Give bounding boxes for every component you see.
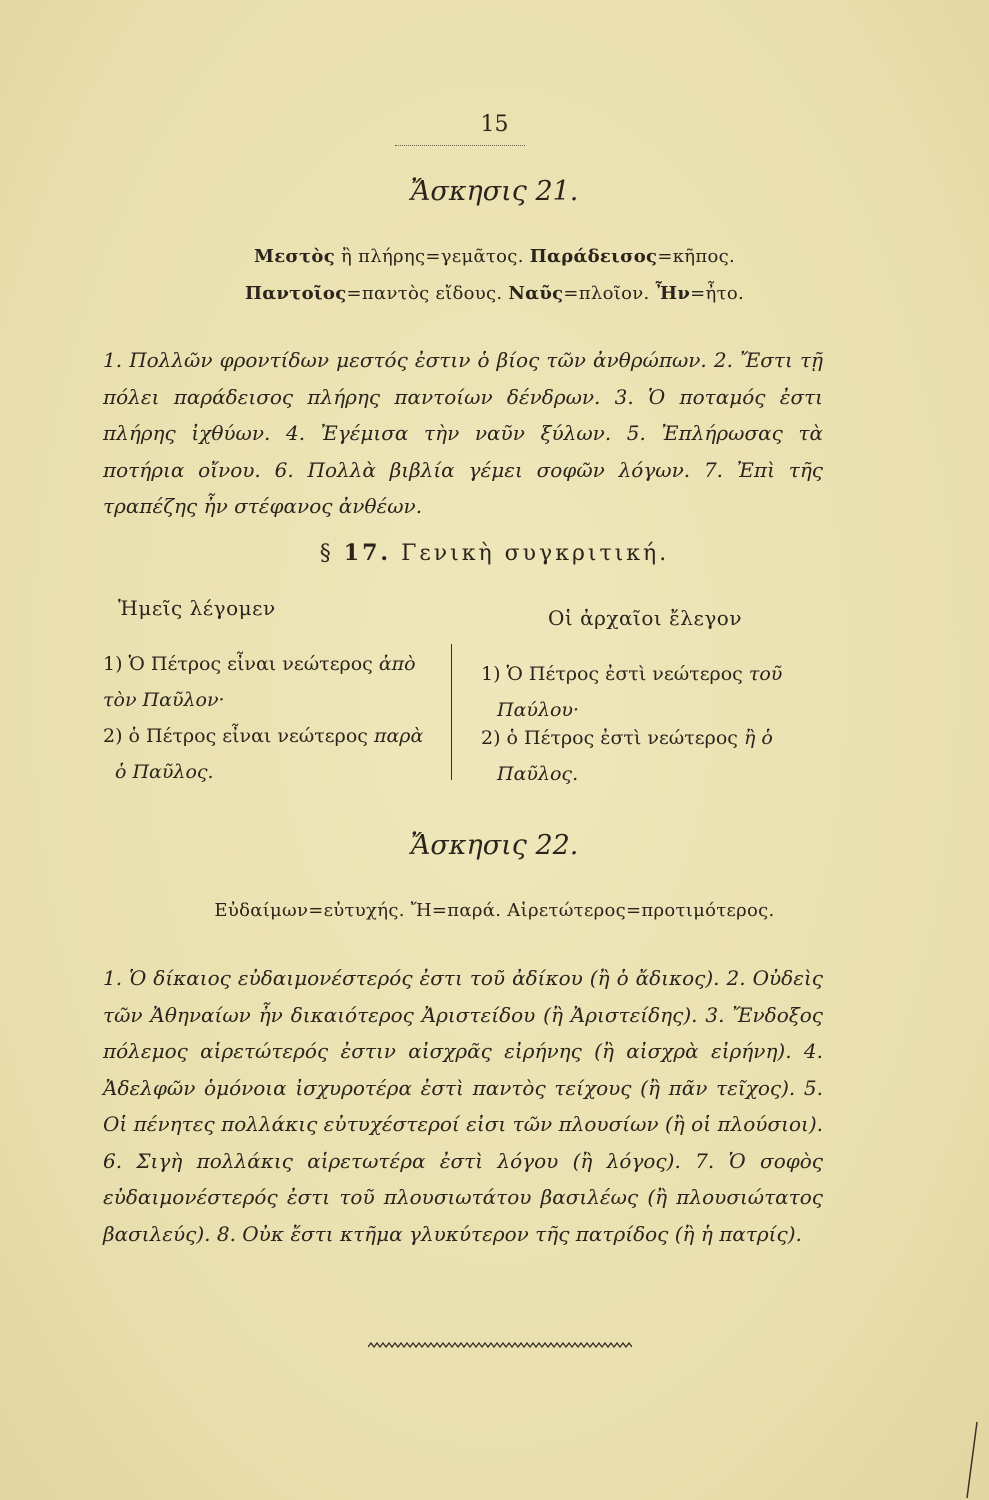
example-text: ὁ Πέτρος εἶναι νεώτερος <box>122 725 374 747</box>
page-number: 15 <box>480 112 509 137</box>
section-symbol: § <box>319 541 334 566</box>
vocab-definition: =προτιμότερος. <box>625 900 775 921</box>
vocab-term: Μεστὸς <box>253 246 335 267</box>
example-keyword: τοῦ <box>748 663 783 685</box>
exercise-22-vocab-line <box>0 900 989 921</box>
vocab-definition: =κῆπος. <box>657 246 736 267</box>
example-text: Ὁ Πέτρος εἶναι νεώτερος <box>122 653 379 675</box>
vocab-definition: =ἦτο. <box>690 283 745 304</box>
vocab-term: Εὐδαίμων <box>214 900 309 921</box>
vocab-definition: ἢ πλήρης=γεμᾶτος. <box>335 246 530 267</box>
vocab-definition: =εὐτυχής. <box>308 900 411 921</box>
exercise-21-title: Ἄσκησις 21. <box>410 176 579 207</box>
section-title: Γενικὴ συγκριτική. <box>401 541 670 566</box>
vocab-term: Παντοῖος <box>244 283 347 304</box>
example-keyword: ἀπὸ <box>378 653 416 675</box>
vocab-term: Ναῦς <box>508 283 564 304</box>
exercise-22-sentences: 1. Ὁ δίκαιος εὐδαιμονέστερός ἐστι τοῦ ἀδίκου (ἢ ὁ ἄδικος). 2. Οὐδεὶς τῶν Ἀθηναίων ἦν δικαιότερος Ἀριστείδου (ἢ Ἀριστείδης). 3. Ἔνδοξος πόλεμος αἱρετώτερός ἐστιν αἰσχρᾶς εἰρήνης (ἢ αἰσχρὰ εἰρήνη). 4. Ἀδελφῶν ὁμόνοια ἰσχυροτέρα ἐστὶ παντὸς τείχους (ἢ πᾶν τεῖχος). 5. Οἱ πένητες πολλάκις εὐτυχέστεροί εἰσι τῶν πλουσίων (ἢ οἱ πλούσιοι). 6. Σιγὴ πολλάκις αἱρετωτέρα ἐστὶ λόγου (ἢ λόγος). 7. Ὁ σοφὸς εὐδαιμονέστερός ἐστι τοῦ πλουσιωτάτου βασιλέως (ἢ πλουσιώτατος βασιλεύς). 8. Οὐκ ἔστι κτῆμα γλυκύτερον τῆς πατρίδος (ἢ ἡ πατρίς). <box>103 966 823 1246</box>
vocab-term: Παράδεισος <box>529 246 658 267</box>
example-continuation: Παῦλος. <box>497 763 579 785</box>
example-number: 1) <box>103 653 123 675</box>
example-number: 2) <box>103 725 123 747</box>
example-text: ὁ Πέτρος ἐστὶ νεώτερος <box>500 727 744 749</box>
vocab-term: Ἦν <box>655 283 691 304</box>
vocab-definition: =πλοῖον. <box>563 283 656 304</box>
vocab-term: Αἱρετώτερος <box>507 900 626 921</box>
vocab-term: Ἤ <box>410 900 432 921</box>
left-example-1 <box>103 646 453 718</box>
end-ornament-wavy-rule <box>368 1340 632 1354</box>
right-example-2 <box>481 720 831 792</box>
exercise-21-sentences: 1. Πολλῶν φροντίδων μεστός ἐστιν ὁ βίος τῶν ἀνθρώπων. 2. Ἔστι τῇ πόλει παράδεισος πλήρης παντοίων δένδρων. 3. Ὁ ποταμός ἐστι πλήρης ἰχθύων. 4. Ἐγέμισα τὴν ναῦν ξύλων. 5. Ἐπλήρωσας τὰ ποτήρια οἴνου. 6. Πολλὰ βιβλία γέμει σοφῶν λόγων. 7. Ἐπὶ τῆς τραπέζης ἦν στέφανος ἀνθέων. <box>103 348 823 518</box>
vocab-definition: =παρά. <box>431 900 508 921</box>
right-example-1 <box>481 656 831 728</box>
example-continuation: τὸν Παῦλον· <box>103 689 225 711</box>
example-continuation: ὁ Παῦλος. <box>115 761 214 783</box>
section-17-heading <box>0 540 989 566</box>
right-column-header: Οἱ ἀρχαῖοι ἔλεγον <box>548 606 742 630</box>
section-number: 17. <box>343 540 392 566</box>
left-column-header: Ἡμεῖς λέγομεν <box>118 596 276 620</box>
exercise-21-vocab-line-1 <box>0 246 989 267</box>
page-edge-mark <box>965 1420 979 1500</box>
example-text: Ὁ Πέτρος ἐστὶ νεώτερος <box>500 663 749 685</box>
example-number: 1) <box>481 663 501 685</box>
example-keyword: ἢ ὁ <box>743 727 773 749</box>
exercise-21-vocab-line-2 <box>0 283 989 304</box>
example-continuation: Παύλου· <box>497 699 580 721</box>
page-number-rule <box>395 145 525 146</box>
exercise-22-title: Ἄσκησις 22. <box>410 830 579 861</box>
example-number: 2) <box>481 727 501 749</box>
example-keyword: παρὰ <box>373 725 424 747</box>
left-example-2 <box>103 718 453 790</box>
vocab-definition: =παντὸς εἴδους. <box>346 283 509 304</box>
